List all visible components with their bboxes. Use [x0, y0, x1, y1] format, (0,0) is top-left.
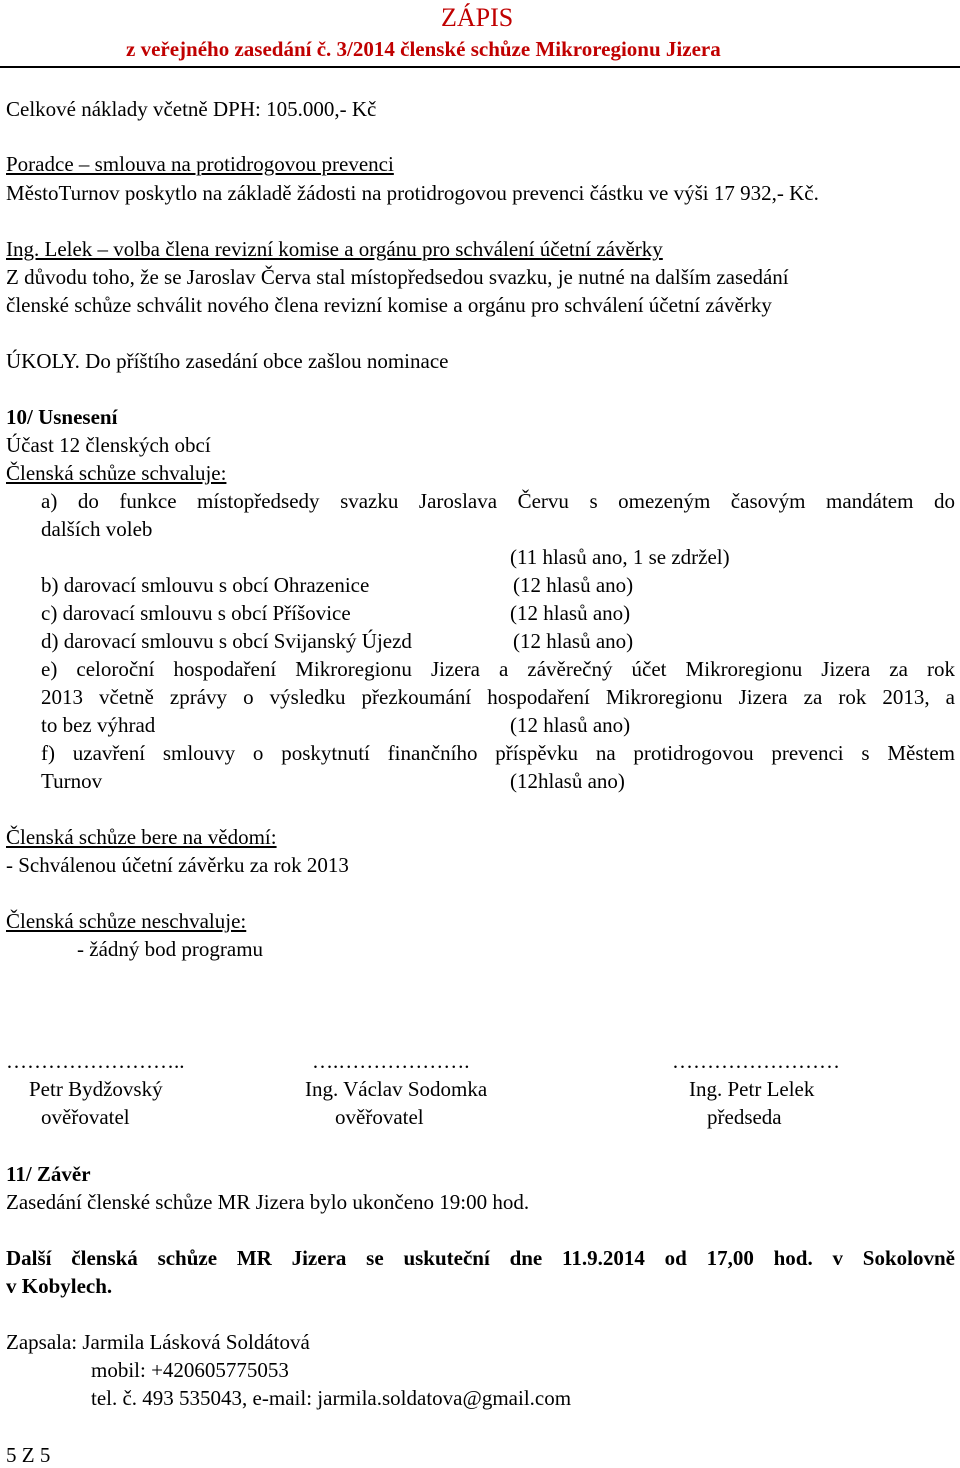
attendance: Účast 12 členských obcí [6, 433, 211, 457]
page-number: 5 Z 5 [6, 1443, 51, 1467]
item-a-vote: (11 hlasů ano, 1 se zdržel) [510, 545, 730, 569]
recorder-mobile: mobil: +420605775053 [91, 1358, 289, 1382]
item-e-line-2: 2013 včetně zprávy o výsledku přezkoumání hospodaření Mikroregionu Jizera za rok 2013, a [41, 685, 955, 709]
item-e-line-1: e) celoroční hospodaření Mikroregionu Jizera a závěrečný účet Mikroregionu Jizera za rok [41, 657, 955, 681]
recorder-name: Zapsala: Jarmila Lásková Soldátová [6, 1330, 310, 1354]
signature-dots-2: ….………………. [312, 1049, 470, 1073]
rejects-label: Členská schůze neschvaluje: [6, 909, 247, 933]
item-f-line-2: Turnov [41, 769, 103, 793]
document-subtitle: z veřejného zasedání č. 3/2014 členské schůze Mikroregionu Jizera [126, 37, 721, 61]
document-title: ZÁPIS [441, 3, 514, 32]
signature-dots-3: …………………… [672, 1049, 840, 1073]
signature-name-3: Ing. Petr Lelek [689, 1077, 815, 1101]
item-e-line-3: to bez výhrad [41, 713, 156, 737]
header-divider [0, 66, 960, 68]
total-costs: Celkové náklady včetně DPH: 105.000,- Kč [6, 97, 377, 121]
item-a-line-2: dalších voleb [41, 517, 153, 541]
election-text-1: Z důvodu toho, že se Jaroslav Červa stal místopředsedou svazku, je nutné na dalším zasedání [6, 265, 789, 289]
election-heading: Ing. Lelek – volba člena revizní komise a orgánu pro schválení účetní závěrky [6, 237, 663, 261]
recorder-contact: tel. č. 493 535043, e-mail: jarmila.soldatova@gmail.com [91, 1386, 572, 1410]
signature-role-1: ověřovatel [41, 1105, 130, 1129]
resolution-heading: 10/ Usnesení [6, 405, 118, 429]
signature-role-2: ověřovatel [335, 1105, 424, 1129]
election-task: ÚKOLY. Do příštího zasedání obce zašlou nominace [6, 349, 449, 373]
next-meeting-line-1: Další členská schůze MR Jizera se uskuteční dne 11.9.2014 od 17,00 hod. v Sokolovně [6, 1246, 955, 1270]
item-e-vote: (12 hlasů ano) [510, 713, 631, 737]
item-c-vote: (12 hlasů ano) [510, 601, 631, 625]
notes-item: - Schválenou účetní závěrku za rok 2013 [6, 853, 349, 877]
advisor-text: MěstoTurnov poskytlo na základě žádosti na protidrogovou prevenci částku ve výši 17 932,- Kč. [6, 181, 819, 205]
rejects-item: - žádný bod programu [77, 937, 264, 961]
item-d-text: d) darovací smlouvu s obcí Svijanský Újezd [41, 629, 412, 653]
item-c-text: c) darovací smlouvu s obcí Příšovice [41, 601, 351, 625]
conclusion-text: Zasedání členské schůze MR Jizera bylo ukončeno 19:00 hod. [6, 1190, 530, 1214]
notes-label: Členská schůze bere na vědomí: [6, 825, 277, 849]
item-d-vote: (12 hlasů ano) [513, 629, 634, 653]
item-a-line-1: a) do funkce místopředsedy svazku Jaroslava Červu s omezeným časovým mandátem do [41, 489, 955, 513]
advisor-heading: Poradce – smlouva na protidrogovou prevenci [6, 152, 394, 176]
election-text-2: členské schůze schválit nového člena revizní komise a orgánu pro schválení účetní závěrky [6, 293, 772, 317]
item-f-vote: (12hlasů ano) [510, 769, 625, 793]
item-f-line-1: f) uzavření smlouvy o poskytnutí finančního příspěvku na protidrogovou prevenci s Městem [41, 741, 955, 765]
signature-name-2: Ing. Václav Sodomka [305, 1077, 488, 1101]
conclusion-heading: 11/ Závěr [6, 1162, 91, 1186]
approves-label: Členská schůze schvaluje: [6, 461, 227, 485]
signature-role-3: předseda [707, 1105, 782, 1129]
signature-dots-1: …………………….. [6, 1049, 185, 1073]
next-meeting-line-2: v Kobylech. [6, 1274, 113, 1298]
item-b-text: b) darovací smlouvu s obcí Ohrazenice [41, 573, 370, 597]
item-b-vote: (12 hlasů ano) [513, 573, 634, 597]
signature-name-1: Petr Bydžovský [29, 1077, 163, 1101]
